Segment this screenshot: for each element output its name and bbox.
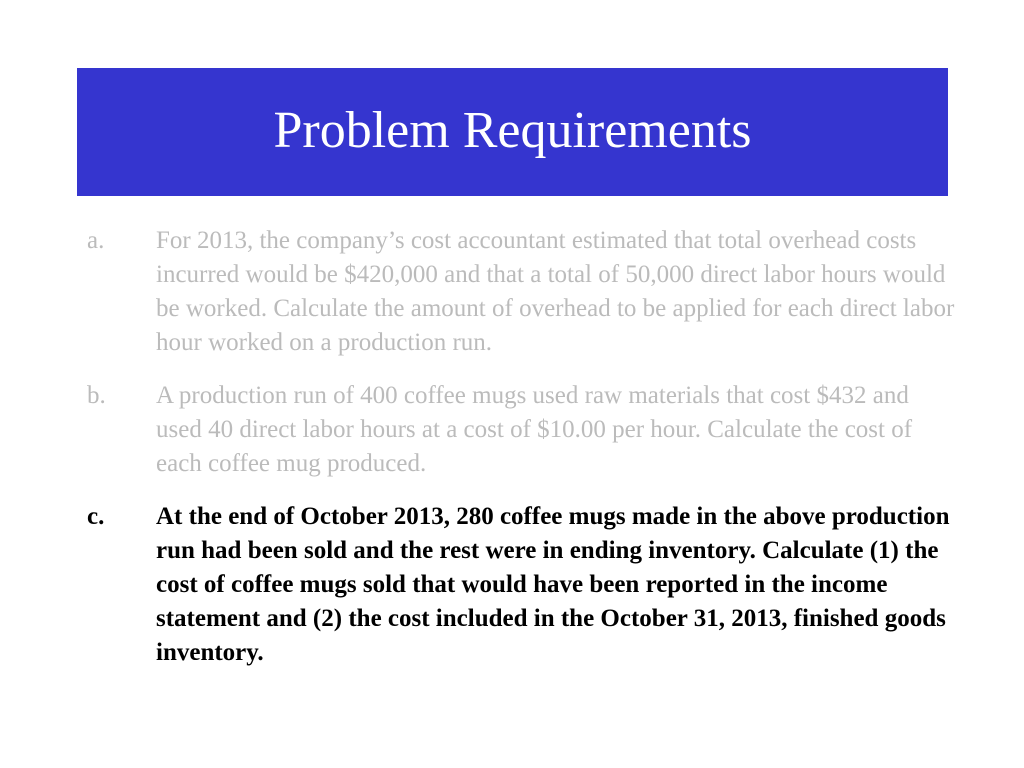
title-bar xyxy=(77,68,948,196)
item-text: At the end of October 2013, 280 coffee mugs made in the above production run had been sold and the rest were in ending inventory. Calculate (1) the cost of coffee mugs sold that would have been reported in the income statement and (2) the cost included in the October 31, 2013, finished goods inventory. xyxy=(156,503,950,666)
slide-title: Problem Requirements xyxy=(273,102,752,159)
requirement-item-a xyxy=(87,224,957,360)
requirement-item-c xyxy=(87,500,957,670)
item-letter: b. xyxy=(87,382,106,409)
item-letter: c. xyxy=(87,503,105,530)
requirements-list xyxy=(87,224,957,670)
item-text: A production run of 400 coffee mugs used raw materials that cost $432 and used 40 direct labor hours at a cost of $10.00 per hour. Calculate the cost of each coffee mug produced. xyxy=(156,382,913,477)
requirement-item-b xyxy=(87,379,957,481)
item-text: For 2013, the company’s cost accountant estimated that total overhead costs incurred would be $420,000 and that a total of 50,000 direct labor hours would be worked. Calculate the amount of overhead to be applied for each direct labor hour worked on a production run. xyxy=(156,227,955,356)
item-letter: a. xyxy=(87,227,105,254)
